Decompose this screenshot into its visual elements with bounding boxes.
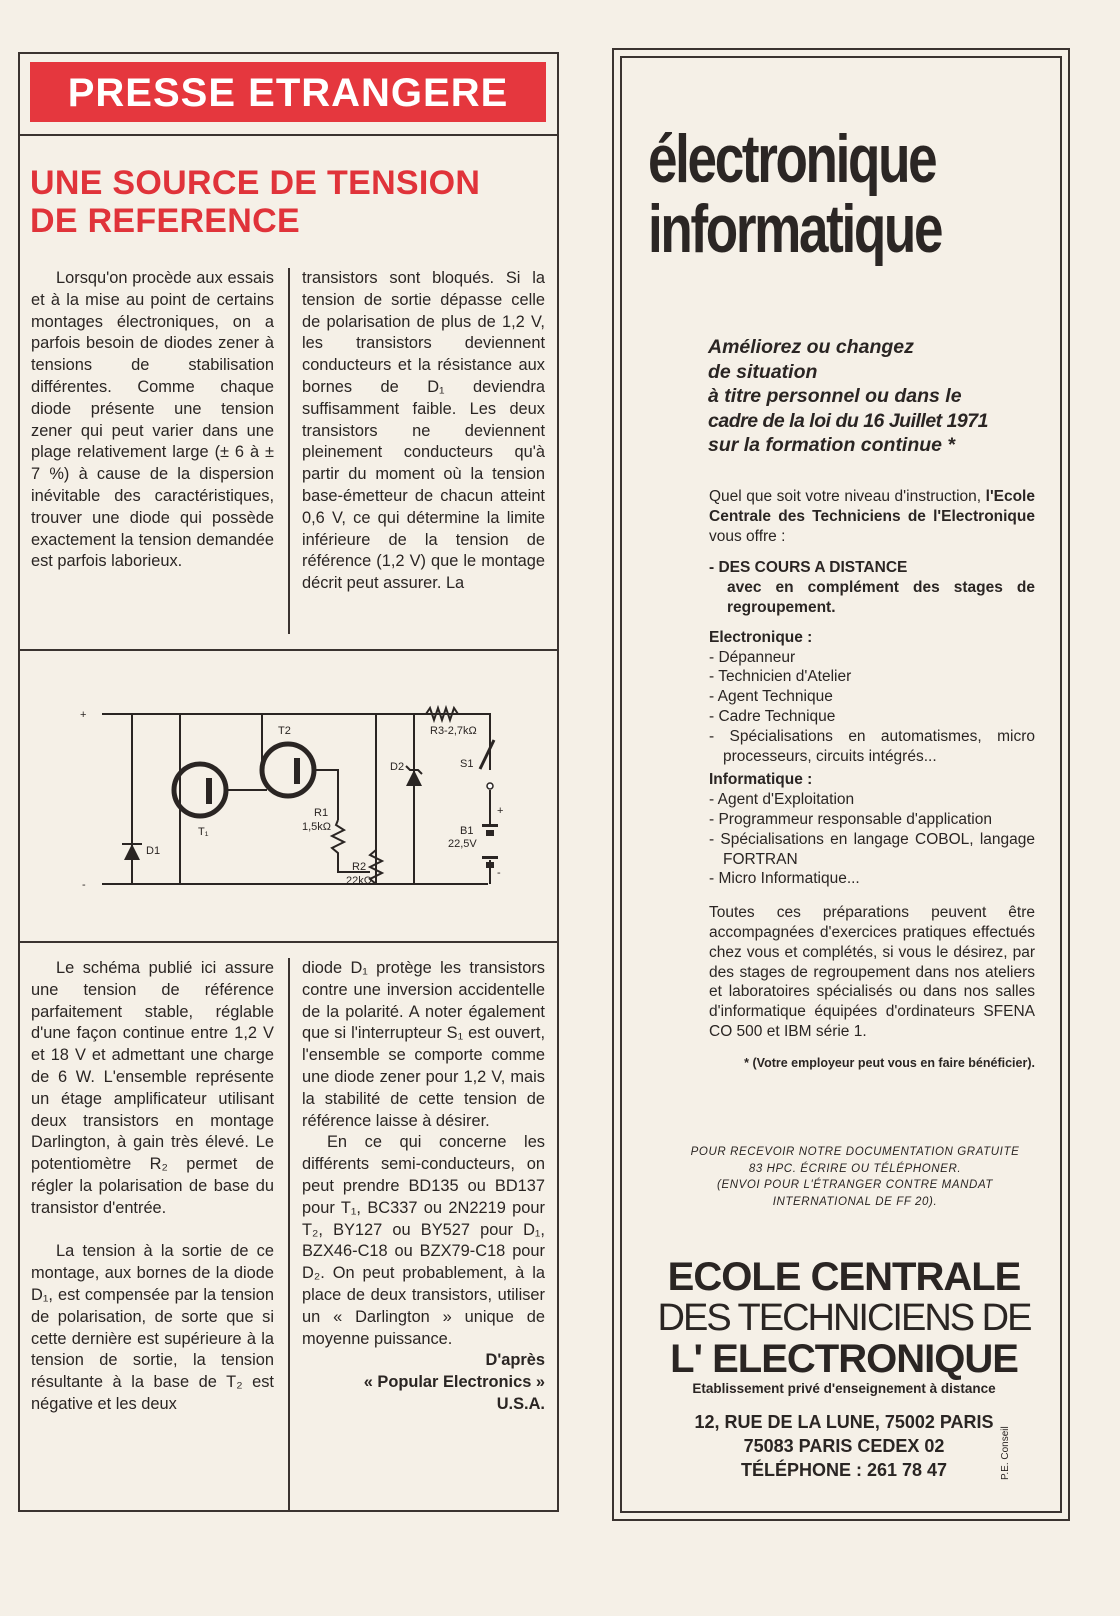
paragraph: Lorsqu'on procède aux essais et à la mise au point de certains montages électroniques, on a parfois besoin de diodes zener à tensions de stabilisation différentes. Comme chaque diode présente une tension zener qui peut varier dans une plage relativement large (± 6 à ± 7 %) à cause de la dispersion inévitable des caractéristiques, trouver une diode qui possède exactement la tension demandée est parfois laborieux.: [31, 269, 274, 571]
documentation-notice: [670, 1144, 1040, 1210]
r3-label: R3-2,7kΩ: [430, 725, 477, 737]
circuit-schematic: [70, 690, 530, 900]
notice-line: (ENVOI POUR L'ÉTRANGER CONTRE MANDAT: [717, 1179, 993, 1191]
r1-value: 1,5kΩ: [302, 821, 332, 833]
t1-label: T₁: [198, 826, 209, 838]
plus-terminal-label: +: [80, 709, 87, 721]
column-2: [302, 268, 545, 595]
ad-tagline: [708, 335, 1048, 458]
offer-subtitle: avec en complément des stages de regroupement.: [727, 579, 1035, 616]
d2-label: D2: [390, 761, 405, 773]
title-line: DE REFERENCE: [30, 202, 300, 240]
school-subtitle: Etablissement privé d'enseignement à distance: [692, 1381, 996, 1396]
r2-label: R2: [352, 861, 367, 873]
address-line: 12, RUE DE LA LUNE, 75002 PARIS: [694, 1412, 994, 1432]
ad-body: [709, 487, 1035, 1074]
article-title: [30, 164, 480, 240]
column-1: [31, 268, 274, 573]
footnote: * (Votre employeur peut vous en faire bénéficier).: [744, 1055, 1035, 1070]
r2-value: 22kΩ: [346, 875, 372, 887]
d1-label: D1: [146, 845, 161, 857]
list-item: - Spécialisations en langage COBOL, langage FORTRAN: [709, 830, 1035, 868]
column-3: [31, 958, 274, 1416]
list-item: - Spécialisations en automatismes, micro processeurs, circuits intégrés...: [709, 727, 1035, 765]
school-logo: [640, 1256, 1048, 1482]
divider: [18, 649, 559, 651]
paragraph: En ce qui concerne les différents semi-conducteurs, on peut prendre BD135 ou BD137 pour T₁, BC337 ou 2N2219 pour T₂, BY127 ou BY527 pour D₁, BZX46-C18 ou BZX79-C18 pour D₂. On peut probablement, à la place de deux transistors, utiliser un « Darlington » unique de moyenne puissance.: [302, 1133, 545, 1348]
ad-title-line: informatique: [648, 191, 942, 267]
school-name-line: L' ELECTRONIQUE: [670, 1337, 1018, 1381]
source-credit: « Popular Electronics »: [363, 1373, 545, 1392]
list-item: - Agent d'Exploitation: [709, 791, 855, 809]
school-name-line: DES TECHNICIENS DE: [657, 1297, 1031, 1339]
battery-plus: +: [497, 805, 504, 817]
tagline-line: à titre personnel ou dans le: [708, 385, 962, 407]
electronics-heading: Electronique :: [709, 628, 813, 646]
r1-label: R1: [314, 807, 329, 819]
list-item: - Micro Informatique...: [709, 870, 860, 888]
list-item: - Programmeur responsable d'application: [709, 810, 992, 828]
ad-title: [648, 121, 942, 267]
paragraph: transistors sont bloqués. Si la tension de sortie dépasse celle de polarisation de plus de 1,2 V, les transistors deviennent conducteurs et la résistance aux bornes de D₁ deviendra suffisamment faible. Les deux transistors ne deviennent pleinement conducteurs qu'à partir du moment où la tension base-émetteur de chacun atteint 0,6 V, ce qui détermine la limite inférieure de la tension de référence (1,2 V) que le montage décrit peut assurer. La: [302, 269, 545, 593]
s1-label: S1: [460, 758, 474, 770]
informatics-heading: Informatique :: [709, 771, 813, 789]
tagline-line: Améliorez ou changez: [708, 336, 914, 358]
divider: [18, 941, 559, 943]
notice-line: POUR RECEVOIR NOTRE DOCUMENTATION GRATUITE: [690, 1146, 1020, 1158]
title-line: UNE SOURCE DE TENSION: [30, 164, 481, 202]
list-item: - Dépanneur: [709, 648, 796, 666]
tagline-line: cadre de la loi du 16 Juillet 1971: [708, 409, 988, 432]
list-item: - Technicien d'Atelier: [709, 668, 852, 686]
design-credit: P.E. Conseil: [1000, 1426, 1011, 1480]
battery-minus: -: [497, 867, 501, 879]
paragraph: diode D₁ protège les transistors contre une inversion accidentelle de la polarité. A noter également que si l'interrupteur S₁ est ouvert, l'ensemble se comporte comme une diode zener pour 1,2 V, mais la stabilité de cette tension de référence laisse à désirer.: [302, 959, 545, 1130]
source-credit: U.S.A.: [496, 1394, 545, 1413]
school-name: l'Ecole Centrale des Techniciens de l'Electronique: [709, 488, 1035, 525]
notice-line: INTERNATIONAL DE FF 20).: [772, 1195, 938, 1208]
list-item: - Agent Technique: [709, 688, 833, 706]
column-divider: [288, 268, 290, 634]
intro-text: vous offre :: [709, 527, 786, 545]
address-line: 75083 PARIS CEDEX 02: [743, 1436, 945, 1456]
b1-value: 22,5V: [448, 838, 477, 850]
ad-title-line: électronique: [648, 121, 936, 197]
paragraph: La tension à la sortie de ce montage, aux bornes de la diode D₁, est compensée par la tension de polarisation, de sorte que si cette dernière est supérieure à la tension de sortie, la tension résultante à la base de T₂ est négative et les deux: [31, 1242, 274, 1413]
list-item: - Cadre Technique: [709, 707, 836, 725]
tagline-line: sur la formation continue *: [708, 434, 956, 456]
divider: [18, 134, 559, 136]
source-credit: D'après: [485, 1351, 545, 1370]
ad-paragraph: Toutes ces préparations peuvent être accompagnées d'exercices pratiques effectués chez vous et complétés, si vous le désirez, par des stages de regroupement dans nos ateliers et laboratoires spécialisés ou dans nos salles d'informatique équipées d'ordinateurs SFENA CO 500 et IBM série 1.: [709, 904, 1035, 1040]
section-banner: PRESSE ETRANGERE: [30, 62, 546, 122]
column-4: [302, 958, 545, 1416]
column-divider: [288, 958, 290, 1512]
notice-line: 83 HPC. ÉCRIRE OU TÉLÉPHONER.: [748, 1162, 962, 1175]
minus-terminal-label: -: [82, 879, 86, 891]
paragraph: Le schéma publié ici assure une tension de référence parfaitement stable, réglable d'une façon continue entre 1,2 V et 18 V et admettant une charge de 6 W. L'ensemble représente un étage amplificateur utilisant deux transistors en montage Darlington, à gain très élevé. Le potentiomètre R₂ permet de régler la polarisation de base du transistor d'entrée.: [31, 959, 274, 1217]
intro-text: Quel que soit votre niveau d'instruction,: [709, 488, 986, 505]
tagline-line: de situation: [708, 360, 818, 383]
b1-label: B1: [460, 825, 474, 837]
offer-title: - DES COURS A DISTANCE: [709, 559, 908, 577]
school-name-line: ECOLE CENTRALE: [667, 1255, 1021, 1299]
t2-label: T2: [278, 725, 291, 737]
phone-line: TÉLÉPHONE : 261 78 47: [740, 1460, 948, 1480]
